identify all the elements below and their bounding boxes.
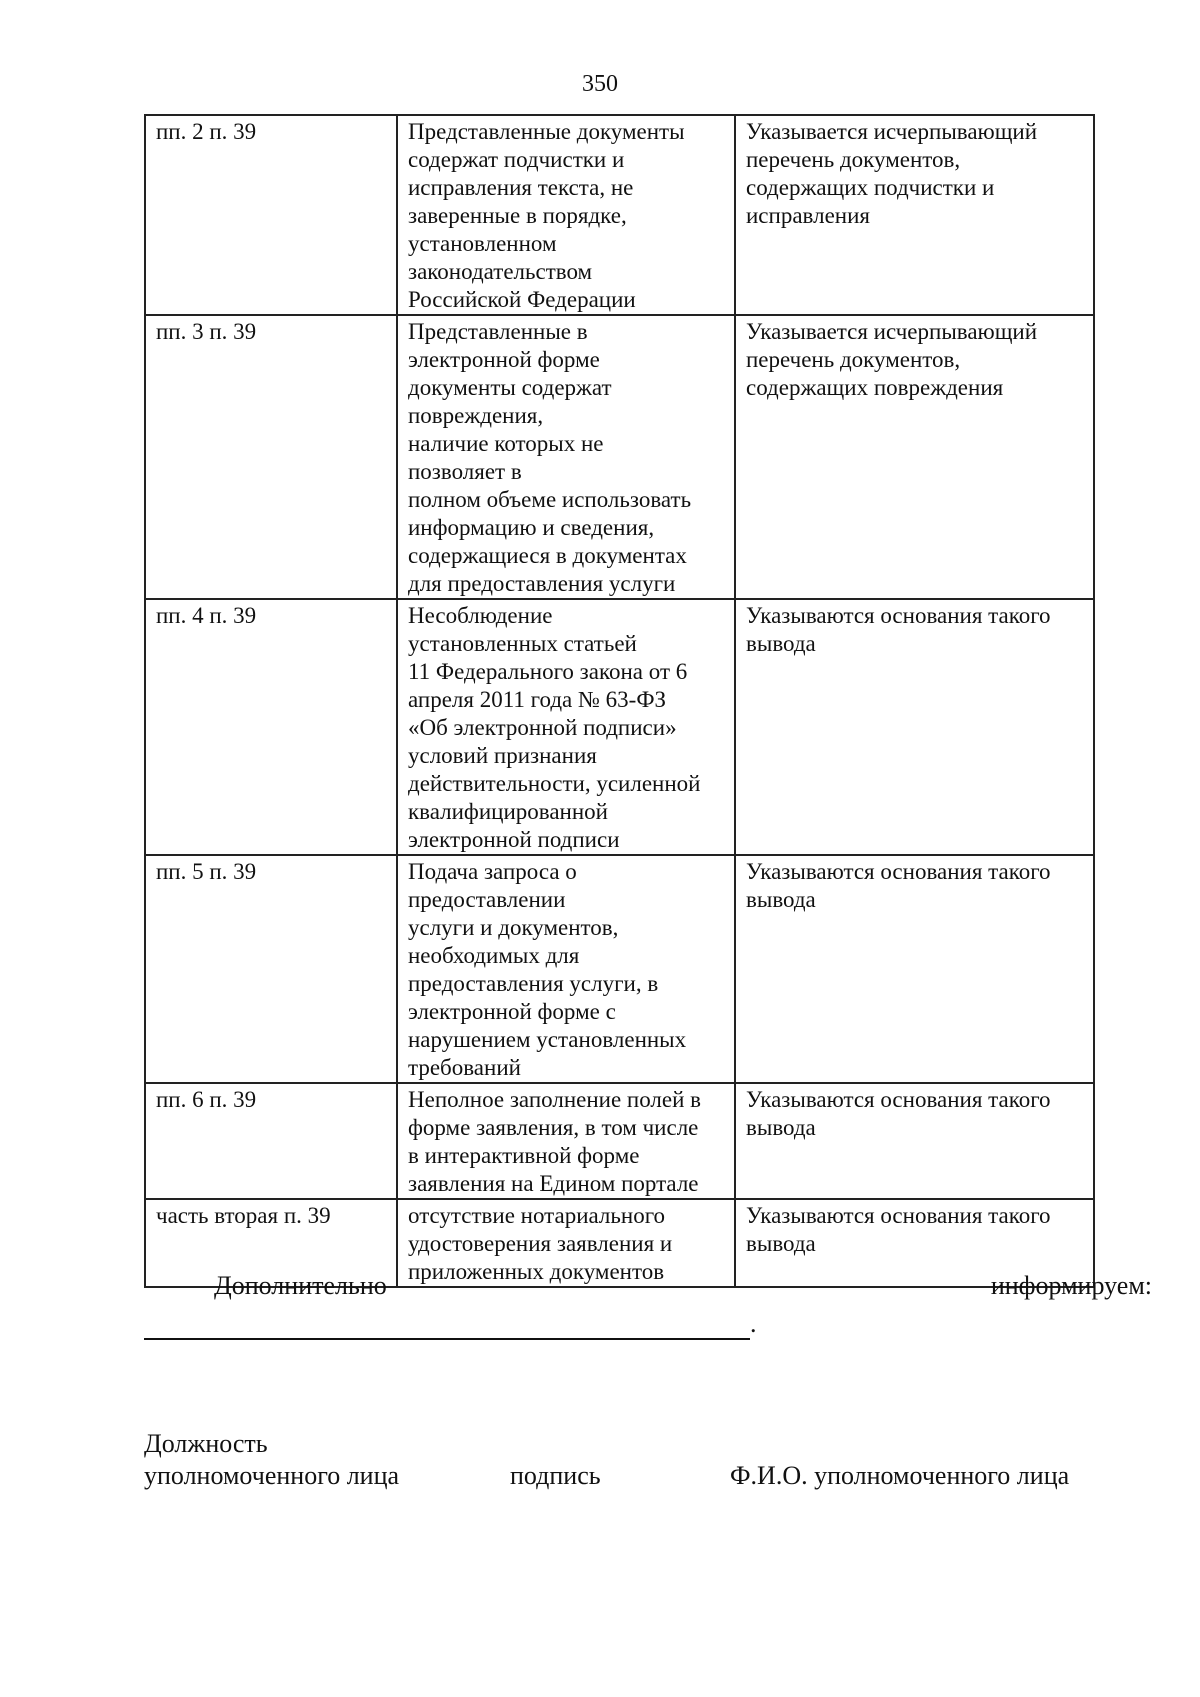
row-reason: Подача запроса о предоставлении услуги и документов, необходимых для предоставления услуги, в электронной форме с нарушением установленных требований xyxy=(397,855,735,1083)
page-number: 350 xyxy=(582,71,618,97)
row-reason: Представленные документы содержат подчистки и исправления текста, не заверенные в порядке, установленном законодательством Российской Федерации xyxy=(397,115,735,315)
signature-row-2 xyxy=(144,1460,1144,1492)
row-reference: пп. 2 п. 39 xyxy=(145,115,397,315)
row-explanation: Указывается исчерпывающий перечень документов, содержащих подчистки и исправления xyxy=(735,115,1094,315)
row-explanation: Указываются основания такого вывода xyxy=(735,855,1094,1083)
additional-info-block xyxy=(144,1270,1152,1340)
table-row xyxy=(145,855,1094,1083)
row-reference: пп. 4 п. 39 xyxy=(145,599,397,855)
row-reference: пп. 5 п. 39 xyxy=(145,855,397,1083)
name-label: Ф.И.О. уполномоченного лица xyxy=(730,1461,1070,1490)
row-reference: пп. 6 п. 39 xyxy=(145,1083,397,1199)
sign-label: подпись xyxy=(510,1461,601,1490)
table-row xyxy=(145,315,1094,599)
position-label: Должность xyxy=(144,1429,268,1458)
blank-underline xyxy=(144,1338,750,1340)
table-row xyxy=(145,599,1094,855)
signature-row-1 xyxy=(144,1428,1144,1460)
additional-tail: информируем: xyxy=(990,1271,1152,1300)
row-explanation: Указываются основания такого вывода xyxy=(735,1083,1094,1199)
table-row xyxy=(145,115,1094,315)
row-explanation: Указывается исчерпывающий перечень документов, содержащих повреждения xyxy=(735,315,1094,599)
row-explanation: Указываются основания такого вывода xyxy=(735,1199,1094,1287)
end-mark: . xyxy=(750,1309,757,1338)
additional-info-line xyxy=(144,1270,1152,1302)
position-label-cont: уполномоченного лица xyxy=(144,1461,400,1490)
table-row xyxy=(145,1083,1094,1199)
grounds-table xyxy=(144,114,1095,1288)
row-explanation: Указываются основания такого вывода xyxy=(735,599,1094,855)
row-reason: отсутствие нотариального удостоверения заявления и приложенных документов xyxy=(397,1199,735,1287)
row-reason: Представленные в электронной форме документы содержат повреждения, наличие которых не позволяет в полном объеме использовать информацию и сведения, содержащиеся в документах для предоставления услуги xyxy=(397,315,735,599)
row-reason: Неполное заполнение полей в форме заявления, в том числе в интерактивной форме заявления на Едином портале xyxy=(397,1083,735,1199)
additional-lead: Дополнительно xyxy=(214,1271,387,1300)
fill-in-line xyxy=(144,1308,1152,1340)
row-reference: пп. 3 п. 39 xyxy=(145,315,397,599)
row-reference: часть вторая п. 39 xyxy=(145,1199,397,1287)
row-reason: Несоблюдение установленных статьей 11 Федерального закона от 6 апреля 2011 года № 63-ФЗ «Об электронной подписи» условий признания действительности, усиленной квалифицированной электронной подписи xyxy=(397,599,735,855)
signature-block xyxy=(144,1428,1144,1492)
